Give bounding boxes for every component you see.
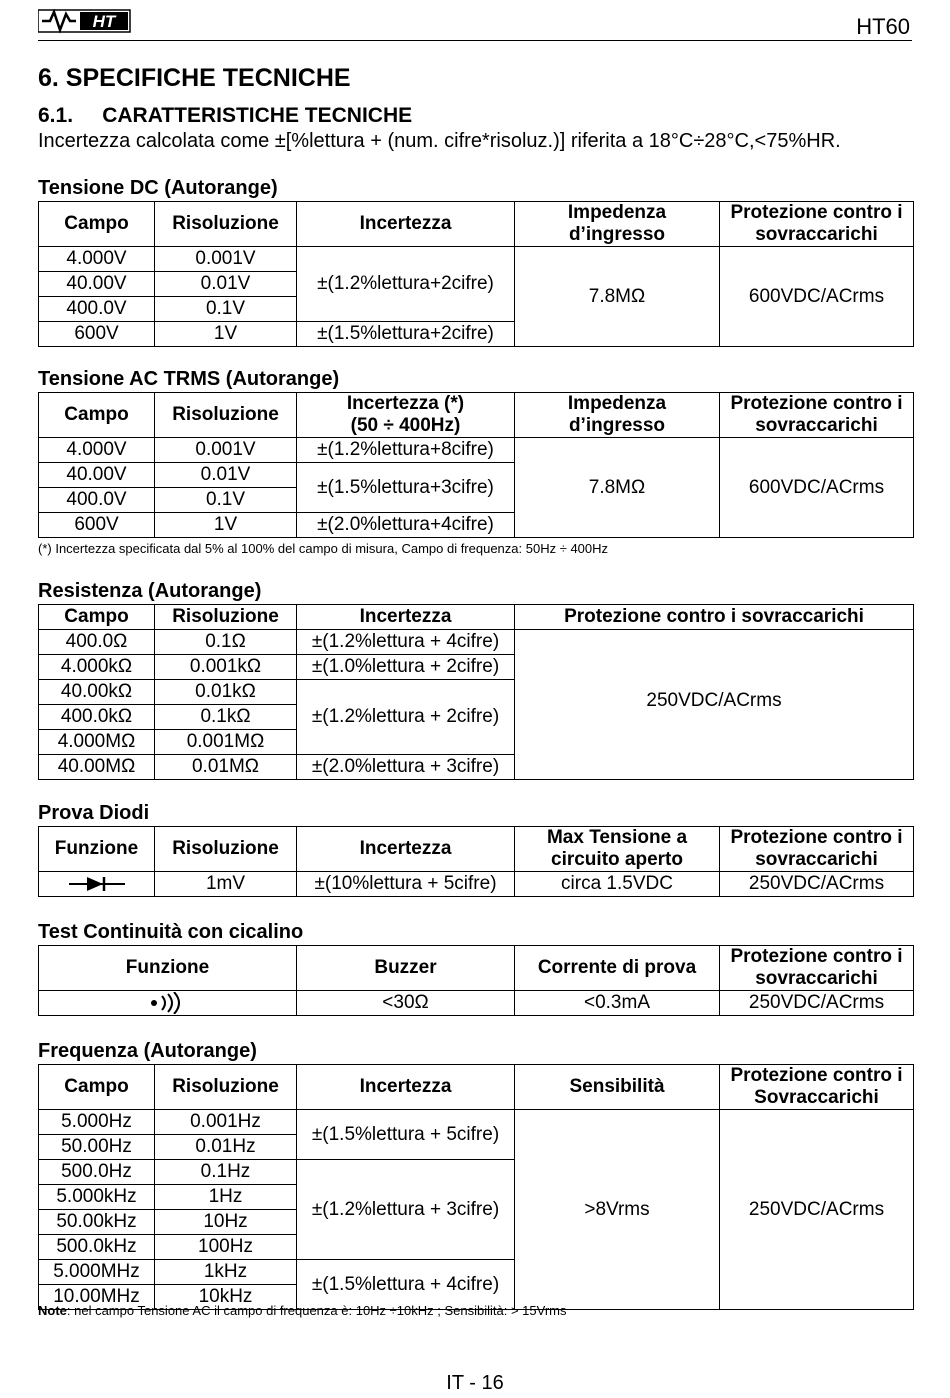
ac-header-range: Campo bbox=[39, 393, 155, 438]
freq-header-accuracy: Incertezza bbox=[297, 1065, 515, 1110]
buzzer-icon bbox=[148, 992, 188, 1014]
freq-resolution: 1Hz bbox=[155, 1185, 297, 1210]
dc-header-accuracy: Incertezza bbox=[297, 202, 515, 247]
ac-header-protection: Protezione contro i sovraccarichi bbox=[720, 393, 914, 438]
cont-buzzer: <30Ω bbox=[297, 991, 515, 1016]
freq-header-range: Campo bbox=[39, 1065, 155, 1110]
freq-protection: 250VDC/ACrms bbox=[720, 1110, 914, 1310]
freq-range: 50.00Hz bbox=[39, 1135, 155, 1160]
freq-accuracy-3: ±(1.5%lettura + 4cifre) bbox=[297, 1260, 515, 1310]
res-resolution: 0.001kΩ bbox=[155, 655, 297, 680]
dc-table bbox=[38, 201, 914, 347]
dc-resolution: 0.01V bbox=[155, 272, 297, 297]
freq-footnote-label: Note bbox=[38, 1303, 67, 1318]
diode-icon bbox=[67, 876, 127, 892]
ac-resolution: 0.01V bbox=[155, 463, 297, 488]
freq-resolution: 10Hz bbox=[155, 1210, 297, 1235]
freq-range: 5.000Hz bbox=[39, 1110, 155, 1135]
freq-header-resolution: Risoluzione bbox=[155, 1065, 297, 1110]
diode-header-accuracy: Incertezza bbox=[297, 827, 515, 872]
freq-sensitivity: >8Vrms bbox=[515, 1110, 720, 1310]
cont-header-buzzer: Buzzer bbox=[297, 946, 515, 991]
freq-footnote-text: : nel campo Tensione AC il campo di frequenza è: 10Hz ÷10kHz ; Sensibilità: > 15Vrms bbox=[66, 1303, 567, 1318]
cont-header-current: Corrente di prova bbox=[515, 946, 720, 991]
res-header-accuracy: Incertezza bbox=[297, 605, 515, 630]
res-accuracy-4: ±(2.0%lettura + 3cifre) bbox=[297, 755, 515, 780]
page-number: IT - 16 bbox=[446, 1372, 504, 1394]
freq-section-title: Frequenza (Autorange) bbox=[38, 1040, 257, 1062]
diode-function bbox=[39, 872, 155, 897]
dc-range: 4.000V bbox=[39, 247, 155, 272]
res-header-protection: Protezione contro i sovraccarichi bbox=[515, 605, 914, 630]
res-resolution: 0.1Ω bbox=[155, 630, 297, 655]
freq-range: 500.0kHz bbox=[39, 1235, 155, 1260]
freq-range: 50.00kHz bbox=[39, 1210, 155, 1235]
freq-header-protection: Protezione contro i Sovraccarichi bbox=[720, 1065, 914, 1110]
diode-header-protection: Protezione contro i sovraccarichi bbox=[720, 827, 914, 872]
res-table bbox=[38, 604, 914, 780]
res-accuracy-1: ±(1.2%lettura + 4cifre) bbox=[297, 630, 515, 655]
dc-range: 400.0V bbox=[39, 297, 155, 322]
dc-header-range: Campo bbox=[39, 202, 155, 247]
res-resolution: 0.1kΩ bbox=[155, 705, 297, 730]
res-range: 4.000kΩ bbox=[39, 655, 155, 680]
freq-resolution: 0.01Hz bbox=[155, 1135, 297, 1160]
ac-footnote: (*) Incertezza specificata dal 5% al 100% del campo di misura, Campo di frequenza: 50Hz ÷ 400Hz bbox=[38, 541, 609, 556]
cont-header-function: Funzione bbox=[39, 946, 297, 991]
res-section-title: Resistenza (Autorange) bbox=[38, 580, 262, 602]
res-header-range: Campo bbox=[39, 605, 155, 630]
diode-header-function: Funzione bbox=[39, 827, 155, 872]
freq-resolution: 1kHz bbox=[155, 1260, 297, 1285]
diode-header-resolution: Risoluzione bbox=[155, 827, 297, 872]
dc-header-impedance: Impedenza d’ingresso bbox=[515, 202, 720, 247]
ac-header-impedance: Impedenza d’ingresso bbox=[515, 393, 720, 438]
ac-protection: 600VDC/ACrms bbox=[720, 438, 914, 538]
diode-header-max-voltage: Max Tensione a circuito aperto bbox=[515, 827, 720, 872]
res-header-resolution: Risoluzione bbox=[155, 605, 297, 630]
intro-text: Incertezza calcolata come ±[%lettura + (num. cifre*risoluz.)] riferita a 18°C÷28°C,<75%HR. bbox=[38, 130, 841, 152]
dc-accuracy-2: ±(1.5%lettura+2cifre) bbox=[297, 322, 515, 347]
res-accuracy-2: ±(1.0%lettura + 2cifre) bbox=[297, 655, 515, 680]
res-range: 400.0kΩ bbox=[39, 705, 155, 730]
res-range: 400.0Ω bbox=[39, 630, 155, 655]
diode-protection: 250VDC/ACrms bbox=[720, 872, 914, 897]
freq-range: 5.000kHz bbox=[39, 1185, 155, 1210]
diode-max-voltage: circa 1.5VDC bbox=[515, 872, 720, 897]
ac-header-accuracy bbox=[297, 393, 515, 438]
ac-range: 4.000V bbox=[39, 438, 155, 463]
logo-text: HT bbox=[92, 12, 116, 31]
ac-range: 40.00V bbox=[39, 463, 155, 488]
ac-header-accuracy-line2: (50 ÷ 400Hz) bbox=[350, 415, 461, 436]
model-name: HT60 bbox=[856, 14, 910, 39]
freq-resolution: 0.001Hz bbox=[155, 1110, 297, 1135]
dc-range: 40.00V bbox=[39, 272, 155, 297]
cont-current: <0.3mA bbox=[515, 991, 720, 1016]
dc-range: 600V bbox=[39, 322, 155, 347]
ac-accuracy-2: ±(1.5%lettura+3cifre) bbox=[297, 463, 515, 513]
freq-footnote bbox=[38, 1303, 566, 1318]
ac-impedance: 7.8MΩ bbox=[515, 438, 720, 538]
dc-resolution: 1V bbox=[155, 322, 297, 347]
cont-table bbox=[38, 945, 914, 1016]
ht-logo bbox=[38, 6, 132, 34]
ac-table bbox=[38, 392, 914, 538]
cont-function bbox=[39, 991, 297, 1016]
freq-range: 5.000MHz bbox=[39, 1260, 155, 1285]
diode-resolution: 1mV bbox=[155, 872, 297, 897]
ac-range: 400.0V bbox=[39, 488, 155, 513]
ac-section-title: Tensione AC TRMS (Autorange) bbox=[38, 368, 340, 390]
section-subtitle: 6.1. CARATTERISTICHE TECNICHE bbox=[38, 104, 413, 127]
ac-resolution: 0.001V bbox=[155, 438, 297, 463]
freq-table bbox=[38, 1064, 914, 1310]
ac-accuracy-3: ±(2.0%lettura+4cifre) bbox=[297, 513, 515, 538]
freq-accuracy-1: ±(1.5%lettura + 5cifre) bbox=[297, 1110, 515, 1160]
res-resolution: 0.001MΩ bbox=[155, 730, 297, 755]
res-accuracy-3: ±(1.2%lettura + 2cifre) bbox=[297, 680, 515, 755]
header-divider bbox=[38, 40, 912, 41]
freq-range: 10.00MHz bbox=[39, 1285, 155, 1310]
ac-header-accuracy-line1: Incertezza (*) bbox=[346, 393, 465, 414]
res-resolution: 0.01kΩ bbox=[155, 680, 297, 705]
dc-protection: 600VDC/ACrms bbox=[720, 247, 914, 347]
freq-range: 500.0Hz bbox=[39, 1160, 155, 1185]
dc-resolution: 0.1V bbox=[155, 297, 297, 322]
freq-resolution: 0.1Hz bbox=[155, 1160, 297, 1185]
res-resolution: 0.01MΩ bbox=[155, 755, 297, 780]
freq-resolution: 100Hz bbox=[155, 1235, 297, 1260]
res-range: 4.000MΩ bbox=[39, 730, 155, 755]
dc-header-resolution: Risoluzione bbox=[155, 202, 297, 247]
ac-header-resolution: Risoluzione bbox=[155, 393, 297, 438]
cont-protection: 250VDC/ACrms bbox=[720, 991, 914, 1016]
diode-table bbox=[38, 826, 914, 897]
diode-accuracy: ±(10%lettura + 5cifre) bbox=[297, 872, 515, 897]
dc-section-title: Tensione DC (Autorange) bbox=[38, 177, 278, 199]
res-protection: 250VDC/ACrms bbox=[515, 630, 914, 780]
freq-accuracy-2: ±(1.2%lettura + 3cifre) bbox=[297, 1160, 515, 1260]
ac-accuracy-1: ±(1.2%lettura+8cifre) bbox=[297, 438, 515, 463]
dc-accuracy-1: ±(1.2%lettura+2cifre) bbox=[297, 247, 515, 322]
ac-resolution: 1V bbox=[155, 513, 297, 538]
diode-section-title: Prova Diodi bbox=[38, 802, 150, 824]
cont-header-protection: Protezione contro i sovraccarichi bbox=[720, 946, 914, 991]
dc-impedance: 7.8MΩ bbox=[515, 247, 720, 347]
res-range: 40.00kΩ bbox=[39, 680, 155, 705]
page-title: 6. SPECIFICHE TECNICHE bbox=[38, 64, 351, 92]
freq-resolution: 10kHz bbox=[155, 1285, 297, 1310]
res-range: 40.00MΩ bbox=[39, 755, 155, 780]
ac-range: 600V bbox=[39, 513, 155, 538]
dc-header-protection: Protezione contro i sovraccarichi bbox=[720, 202, 914, 247]
freq-header-sensitivity: Sensibilità bbox=[515, 1065, 720, 1110]
cont-section-title: Test Continuità con cicalino bbox=[38, 921, 304, 943]
ac-resolution: 0.1V bbox=[155, 488, 297, 513]
dc-resolution: 0.001V bbox=[155, 247, 297, 272]
